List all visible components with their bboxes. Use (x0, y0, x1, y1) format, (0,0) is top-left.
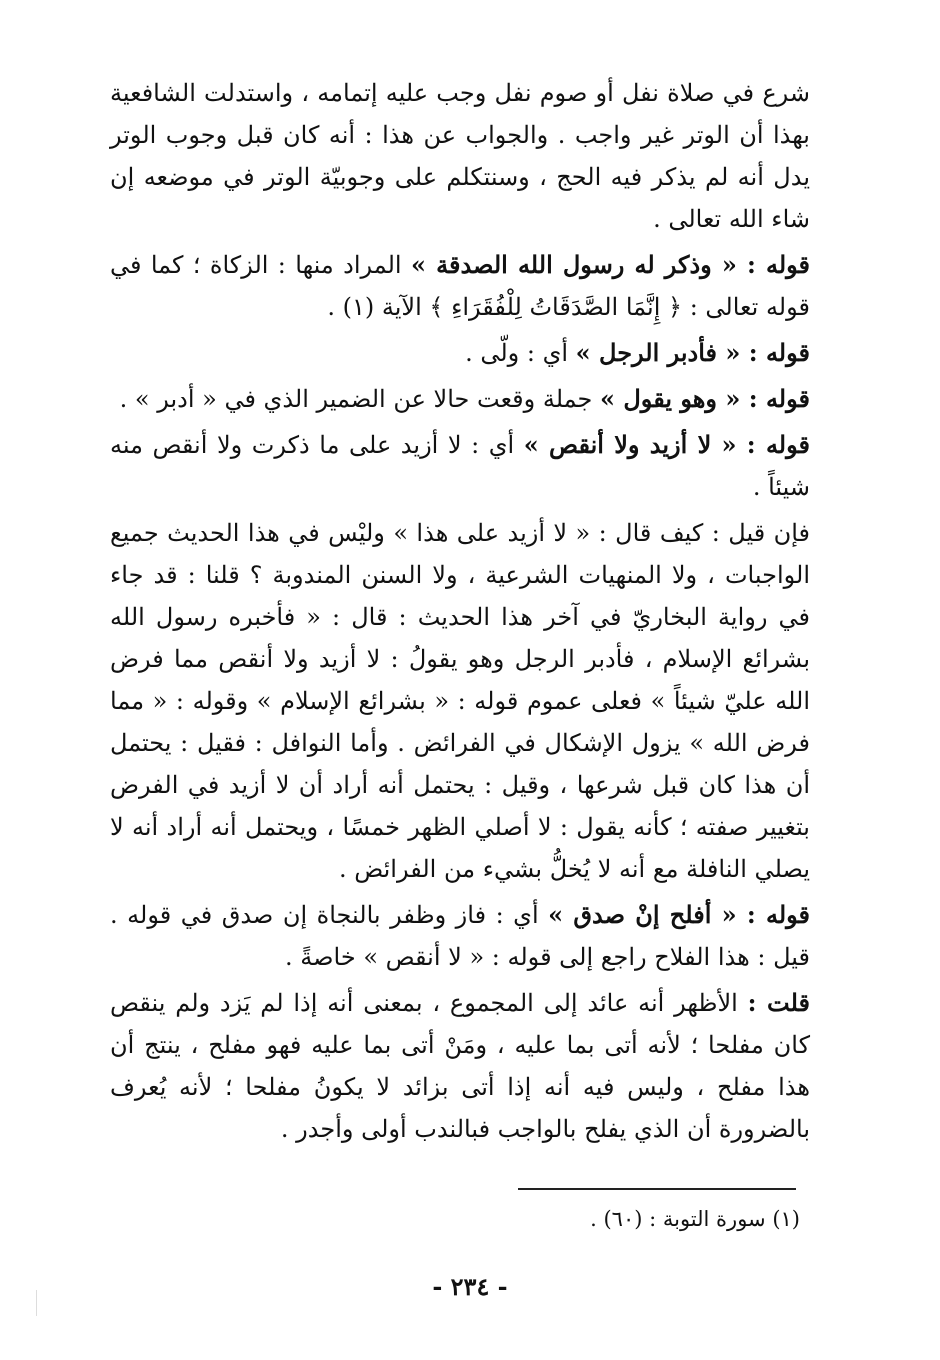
paragraph-5 (110, 424, 810, 508)
paragraph-text: أي : فاز وظفر بالنجاة إن صدق في قوله . قيل : هذا الفلاح راجع إلى قوله : « لا أنقص » خاصةً . (110, 901, 810, 971)
paragraph-text: أي : ولّى . (465, 339, 576, 367)
paragraph-text: أي : لا أزيد على ما ذكرت ولا أنقص منه شيئاً . (110, 431, 810, 501)
paragraph-text: شرع في صلاة نفل أو صوم نفل وجب عليه إتمامه ، واستدلت الشافعية بهذا أن الوتر غير واجب . والجواب عن هذا : أنه كان قبل وجوب الوتر يدل أنه لم يذكر فيه الحج ، وسنتكلم على وجوبيّة الوتر في موضعه إن شاء الله تعالى . (110, 79, 810, 233)
paragraph-lead: قوله : « لا أزيد ولا أنقص » (523, 430, 810, 459)
footnote-divider (518, 1188, 796, 1190)
paragraph-2 (110, 244, 810, 328)
paragraph-lead: قوله : « أفلح إنْ صدق » (548, 900, 811, 929)
paragraph-text: جملة وقعت حالا عن الضمير الذي في « أدبر » . (119, 385, 600, 413)
paragraph-lead: قلت : (747, 988, 810, 1017)
scan-mark (36, 1290, 37, 1316)
paragraph-3 (110, 332, 810, 374)
paragraph-6 (110, 512, 810, 890)
paragraph-7 (110, 894, 810, 978)
paragraph-text: الأظهر أنه عائد إلى المجموع ، بمعنى أنه إذا لم يَزد ولم ينقص كان مفلحا ؛ لأنه أتى بما عليه ، ومَنْ أتى بما عليه فهو مفلح ، ينتج أن هذا مفلح ، وليس فيه أنه إذا أتى بزائد لا يكونُ مفلحا ؛ لأنه يُعرف بالضرورة أن الذي يفلح بالواجب فبالندب أولى وأجدر . (110, 989, 810, 1143)
footnote: (١) سورة التوبة : (٦٠) . (590, 1207, 800, 1231)
paragraph-lead: قوله : « وذكر له رسول الله الصدقة » (410, 250, 810, 279)
paragraph-text: المراد منها : الزكاة ؛ كما في قوله تعالى : ﴿ إِنَّمَا الصَّدَقَاتُ لِلْفُقَرَاءِ ﴾ الآية (١) . (110, 251, 810, 321)
paragraph-8 (110, 982, 810, 1150)
paragraph-lead: قوله : « فأدبر الرجل » (575, 338, 810, 367)
paragraph-1 (110, 72, 810, 240)
document-body (110, 72, 810, 1150)
paragraph-4 (110, 378, 810, 420)
paragraph-text: فإن قيل : كيف قال : « لا أزيد على هذا » وليْس في هذا الحديث جميع الواجبات ، ولا المنهيات الشرعية ، ولا السنن المندوبة ؟ قلنا : قد جاء في رواية البخاريّ في آخر هذا الحديث : قال : « فأخبره رسول الله بشرائع الإسلام ، فأدبر الرجل وهو يقولُ : لا أزيد ولا أنقص مما فرض الله عليّ شيئاً » فعلى عموم قوله : « بشرائع الإسلام » وقوله : « مما فرض الله » يزول الإشكال في الفرائض . وأما النوافل : فقيل : يحتمل أن هذا كان قبل شرعها ، وقيل : يحتمل أنه أراد أن لا أزيد في الفرض بتغيير صفته ؛ كأنه يقول : لا أصلي الظهر خمسًا ، ويحتمل أنه أراد أنه لا يصلي النافلة مع أنه لا يُخلُّ بشيء من الفرائض . (110, 519, 810, 883)
paragraph-lead: قوله : « وهو يقول » (600, 384, 810, 413)
page-number: - ٢٣٤ - (432, 1272, 508, 1301)
